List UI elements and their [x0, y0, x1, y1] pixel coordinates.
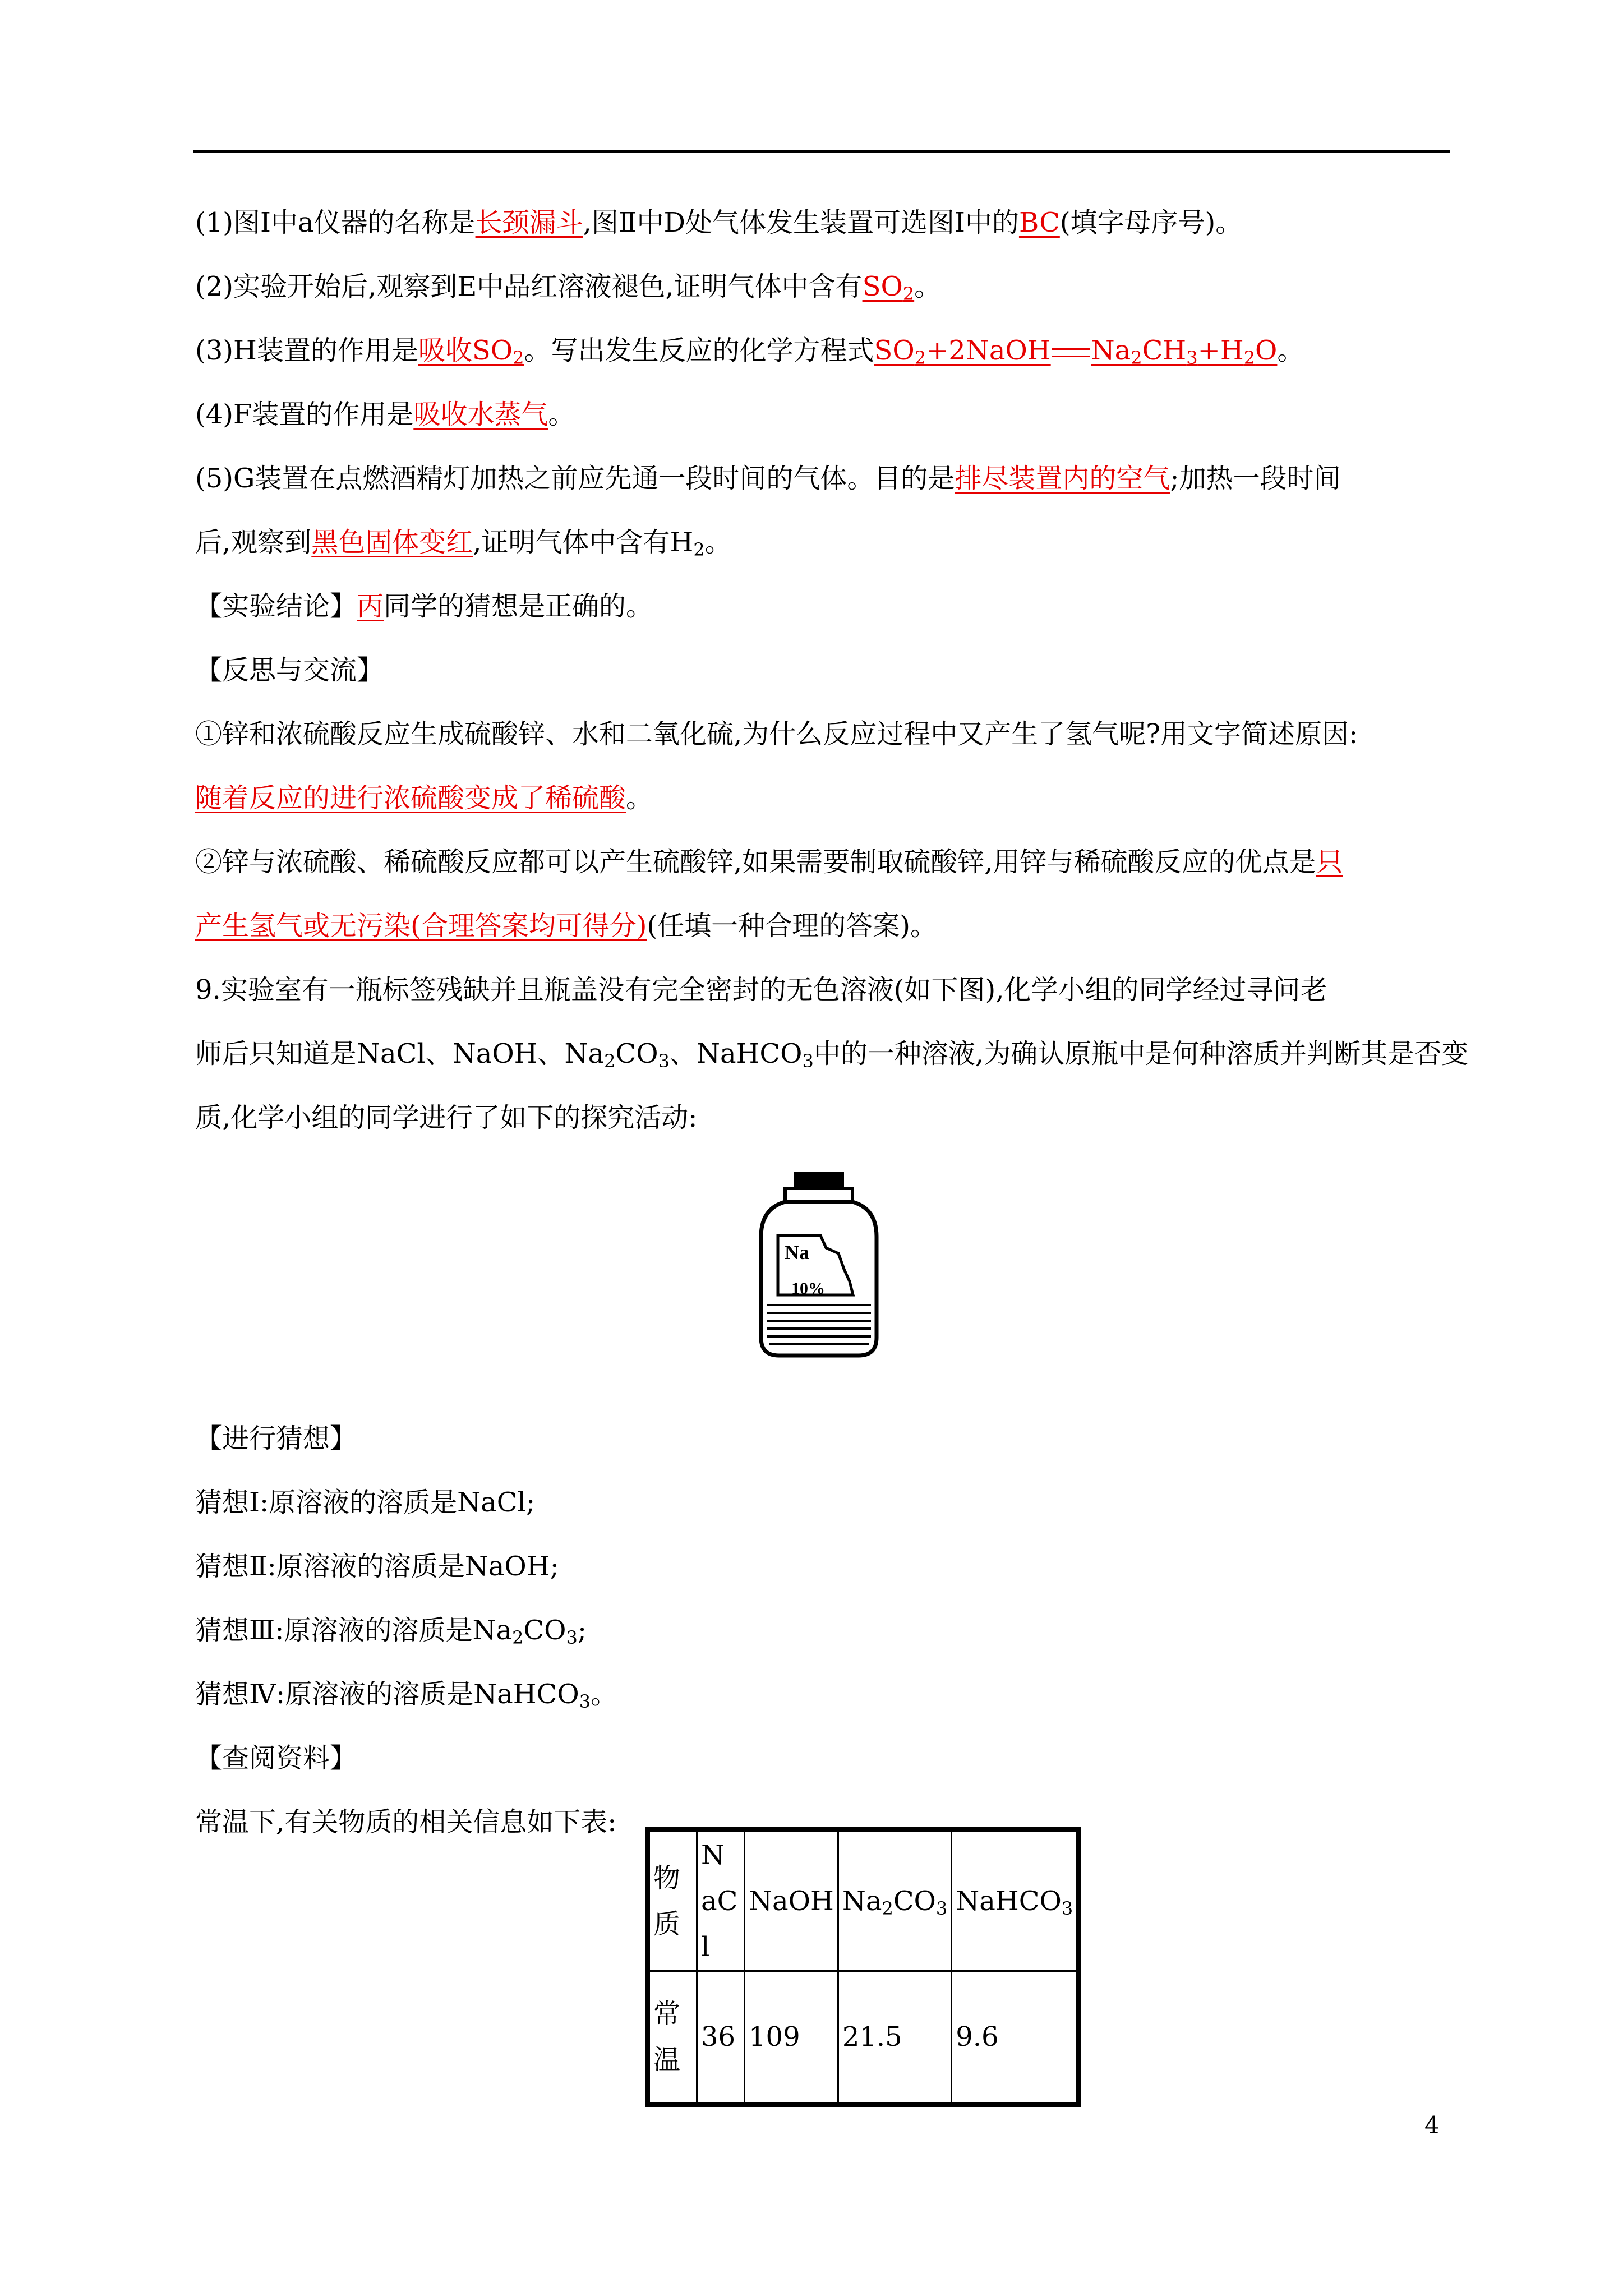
section-heading: 【反思与交流】: [195, 654, 384, 686]
text: 猜想Ⅳ:原溶液的溶质是NaHCO: [195, 1679, 579, 1710]
text: 后,观察到: [195, 527, 312, 558]
question-2-line: [195, 255, 1451, 319]
subscript: 3: [658, 1050, 670, 1072]
section-heading: 【查阅资料】: [195, 1742, 357, 1774]
question-3-line: [195, 319, 1451, 382]
reflection-2-answer-line: [195, 894, 1451, 958]
text: (2)实验开始后,观察到E中品红溶液褪色,证明气体中含有: [195, 271, 863, 302]
text: 猜想Ⅲ:原溶液的溶质是Na: [195, 1615, 513, 1646]
properties-table: [645, 1827, 1081, 2107]
label-na-text: Na: [785, 1241, 809, 1264]
section-heading: 【进行猜想】: [195, 1423, 357, 1454]
text: ①锌和浓硫酸反应生成硫酸锌、水和二氧化硫,为什么反应过程中又产生了氢气呢?用文字简述原因:: [195, 718, 1358, 750]
answer: 长颈漏斗: [475, 207, 583, 238]
page-number: 4: [1424, 2111, 1440, 2139]
table-cell: NaHCO$_3$: [952, 1830, 1079, 1971]
text: 中的一种溶液,为确认原瓶中是何种溶质并判断其是否变: [813, 1038, 1469, 1069]
table-cell: NaOH: [745, 1830, 838, 1971]
question-4-line: [195, 382, 1451, 446]
question-5-line-cont: [195, 510, 1451, 574]
conclusion-line: [195, 574, 1451, 638]
subscript: 3: [566, 1627, 578, 1648]
hypothesis-heading: [195, 1407, 1451, 1470]
text: 。: [914, 271, 942, 302]
subscript: 3: [802, 1050, 814, 1072]
table-row: [648, 1830, 1079, 1971]
text: 9.实验室有一瓶标签残缺并且瓶盖没有完全密封的无色溶液(如下图),化学小组的同学经过寻问老: [195, 974, 1327, 1006]
bottle-stopper: [794, 1172, 844, 1188]
reflection-1-line: [195, 702, 1451, 766]
question-5-line: [195, 446, 1451, 510]
reflection-2-line: [195, 830, 1451, 894]
table-cell: 36: [697, 1971, 745, 2105]
hypothesis-4: [195, 1662, 1451, 1726]
text: ;: [577, 1615, 587, 1646]
answer: 随着反应的进行浓硫酸变成了稀硫酸: [195, 782, 626, 814]
text: (4)F装置的作用是: [195, 399, 414, 430]
answer: 黑色固体变红: [311, 527, 473, 558]
hypothesis-1: [195, 1470, 1451, 1534]
text: 猜想Ⅱ:原溶液的溶质是NaOH;: [195, 1551, 559, 1582]
text: 猜想Ⅰ:原溶液的溶质是NaCl;: [195, 1487, 536, 1518]
text: (3)H装置的作用是: [195, 335, 418, 366]
table-cell: 9.6: [952, 1971, 1079, 2105]
answer: 只: [1316, 846, 1343, 878]
table-cell: $Na_2CO_3$: [838, 1830, 951, 1971]
text: (5)G装置在点燃酒精灯加热之前应先通一段时间的气体。目的是: [195, 463, 955, 494]
text: (1)图Ⅰ中a仪器的名称是: [195, 207, 476, 238]
text: ,证明气体中含有H: [473, 527, 694, 558]
equation-answer: $SO_2+2NaOH$ $Na_2CH_3+H_2O$: [874, 335, 1278, 368]
hypothesis-3: [195, 1598, 1451, 1662]
answer: 产生氢气或无污染(合理答案均可得分): [195, 910, 647, 942]
answer: 丙: [357, 591, 384, 622]
answer: BC: [1018, 207, 1060, 238]
text: CO: [523, 1615, 566, 1646]
table-cell: 常温: [648, 1971, 697, 2105]
subscript: 2: [604, 1050, 616, 1072]
text: 。: [548, 399, 575, 430]
label-percent-text: 10%: [791, 1279, 825, 1298]
document-body: [195, 191, 1469, 1854]
text: 。: [704, 527, 732, 558]
table-cell: 109: [745, 1971, 838, 2105]
text: (填字母序号)。: [1059, 207, 1243, 238]
subscript: 2: [512, 1627, 524, 1648]
subscript: 2: [693, 539, 705, 560]
text: ,图Ⅱ中D处气体发生装置可选图Ⅰ中的: [583, 207, 1019, 238]
text: ;加热一段时间: [1170, 463, 1341, 494]
text: 同学的猜想是正确的。: [384, 591, 653, 622]
reagent-bottle-figure: [754, 1169, 883, 1360]
question-1-line: [195, 191, 1451, 255]
text: 质,化学小组的同学进行了如下的探究活动:: [195, 1102, 698, 1133]
text: 常温下,有关物质的相关信息如下表:: [195, 1806, 617, 1838]
subscript: 3: [579, 1691, 591, 1712]
table-row: [648, 1971, 1079, 2105]
answer: 吸收水蒸气: [413, 399, 548, 430]
question-9-line: [195, 958, 1451, 1022]
question-9-line-2: [195, 1022, 1469, 1086]
table-cell: 21.5: [838, 1971, 951, 2105]
text: 。: [1277, 335, 1304, 366]
hypothesis-2: [195, 1534, 1451, 1598]
text: (任填一种合理的答案)。: [647, 910, 937, 942]
text: ②锌与浓硫酸、稀硫酸反应都可以产生硫酸锌,如果需要制取硫酸锌,用锌与稀硫酸反应的优点是: [195, 846, 1316, 878]
text: 、NaHCO: [669, 1038, 803, 1069]
text: 。: [626, 782, 653, 814]
section-heading: 【实验结论】: [195, 591, 357, 622]
text: 。写出发生反应的化学方程式: [524, 335, 874, 366]
reflection-1-answer-line: [195, 766, 1451, 830]
equals-sign: [1052, 348, 1090, 357]
reflection-heading: [195, 638, 1451, 702]
bottle-neck: [785, 1188, 852, 1202]
text: 师后只知道是NaCl、NaOH、Na: [195, 1038, 605, 1069]
header-rule: [193, 150, 1450, 153]
answer: 排尽装置内的空气: [955, 463, 1170, 494]
table-cell: 物质: [648, 1830, 697, 1971]
text: 。: [591, 1679, 618, 1710]
table-cell: NaCl: [697, 1830, 745, 1971]
question-9-line-3: [195, 1086, 1451, 1150]
reference-heading: [195, 1726, 1451, 1790]
answer: 吸收$SO_2$: [418, 335, 524, 368]
answer: $SO_2$: [862, 271, 915, 305]
text: CO: [615, 1038, 658, 1069]
